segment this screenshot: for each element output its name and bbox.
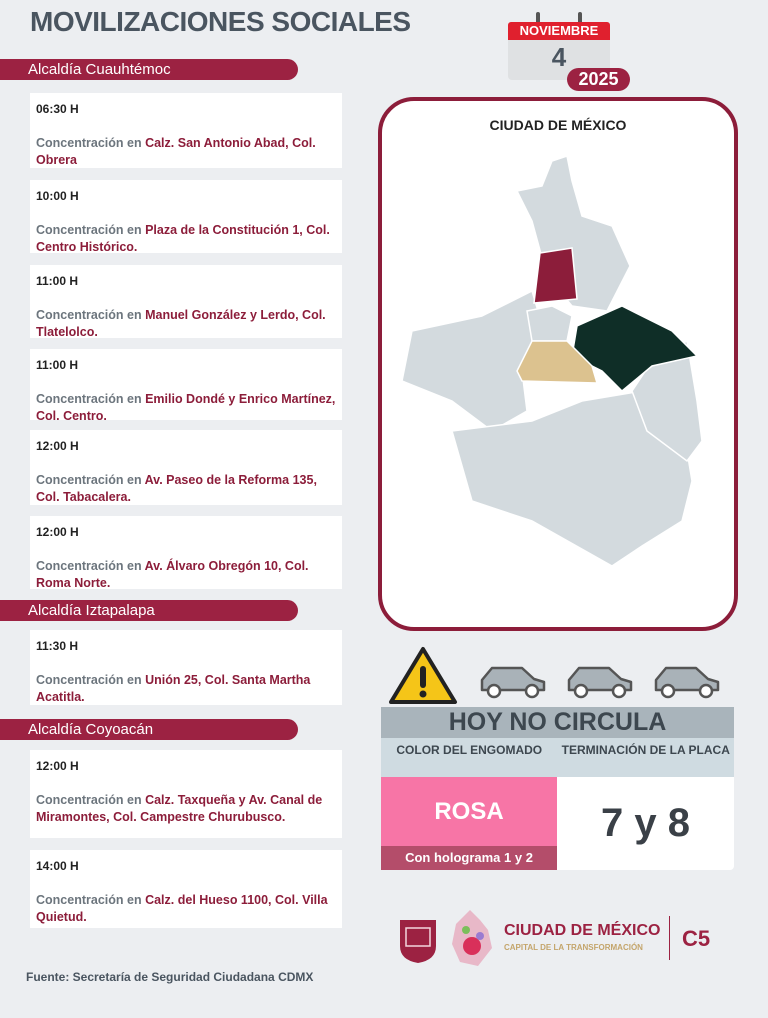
event-time: 14:00 H — [36, 859, 79, 873]
event-card — [30, 180, 342, 253]
event-time: 10:00 H — [36, 189, 79, 203]
map-title: CIUDAD DE MÉXICO — [489, 117, 627, 133]
event-place: Av. Paseo de la Reforma 135, Col. Tabacalera. — [36, 473, 317, 504]
event-prep: en — [127, 223, 142, 237]
event-time: 11:00 H — [36, 274, 79, 288]
cdmx-map — [378, 97, 738, 631]
warning-icon — [388, 646, 458, 706]
hologram-note: Con holograma 1 y 2 — [381, 846, 557, 870]
hnc-col-color: COLOR DEL ENGOMADO — [396, 743, 543, 757]
event-type: Concentración — [36, 308, 124, 322]
event-type: Concentración — [36, 136, 124, 150]
event-prep: en — [127, 308, 142, 322]
event-card — [30, 850, 342, 928]
event-place: Manuel González y Lerdo, Col. Tlatelolco. — [36, 308, 326, 339]
engomado-value: ROSA — [434, 798, 504, 825]
event-type: Concentración — [36, 392, 124, 406]
event-time: 11:30 H — [36, 639, 79, 653]
event-card — [30, 265, 342, 338]
event-place: Calz. del Hueso 1100, Col. Villa Quietud. — [36, 893, 328, 924]
event-card — [30, 630, 342, 705]
event-type: Concentración — [36, 893, 124, 907]
event-card — [30, 430, 342, 505]
event-place: Av. Álvaro Obregón 10, Col. Roma Norte. — [36, 559, 309, 590]
event-time: 12:00 H — [36, 525, 79, 539]
event-card — [30, 349, 342, 423]
event-time: 11:00 H — [36, 358, 79, 372]
cdmx-map-logo-icon — [448, 908, 494, 968]
car-icon — [652, 662, 722, 700]
event-place: Calz. Taxqueña y Av. Canal de Miramontes, Col. Campestre Churubusco. — [36, 793, 323, 824]
event-type: Concentración — [36, 223, 124, 237]
page-title: MOVILIZACIONES SOCIALES — [30, 6, 411, 37]
logo-tagline: CAPITAL DE LA TRANSFORMACIÓN — [504, 943, 643, 952]
engomado-color — [381, 777, 557, 870]
event-place: Unión 25, Col. Santa Martha Acatitla. — [36, 673, 311, 704]
event-time: 12:00 H — [36, 439, 79, 453]
event-prep: en — [127, 673, 142, 687]
event-card — [30, 93, 342, 168]
event-card — [30, 750, 342, 838]
event-prep: en — [127, 392, 142, 406]
map-region-center — [527, 306, 572, 341]
event-place: Emilio Dondé y Enrico Martínez, Col. Centro. — [36, 392, 336, 423]
event-prep: en — [127, 893, 142, 907]
calendar-year: 2025 — [567, 68, 630, 91]
cdmx-shield-icon — [398, 918, 438, 964]
event-time: 06:30 H — [36, 102, 79, 116]
hoy-no-circula-panel — [381, 707, 734, 870]
hnc-title: HOY NO CIRCULA — [381, 707, 734, 738]
event-place: Plaza de la Constitución 1, Col. Centro Histórico. — [36, 223, 330, 254]
car-icon — [565, 662, 635, 700]
event-prep: en — [127, 793, 142, 807]
plate-endings: 7 y 8 — [601, 801, 690, 845]
car-icon — [478, 662, 548, 700]
event-place: Calz. San Antonio Abad, Col. Obrera — [36, 136, 316, 167]
calendar-month: NOVIEMBRE — [508, 22, 610, 40]
event-prep: en — [127, 473, 142, 487]
event-type: Concentración — [36, 473, 124, 487]
event-type: Concentración — [36, 559, 124, 573]
section-header: Alcaldía Coyoacán — [0, 719, 298, 740]
event-type: Concentración — [36, 793, 124, 807]
event-prep: en — [127, 559, 142, 573]
section-header: Alcaldía Iztapalapa — [0, 600, 298, 621]
logos — [398, 908, 728, 968]
calendar-day: 4 — [508, 40, 610, 80]
map-cuauhtemoc — [534, 248, 577, 303]
section-header: Alcaldía Cuauhtémoc — [0, 59, 298, 80]
event-prep: en — [127, 136, 142, 150]
event-time: 12:00 H — [36, 759, 79, 773]
source-note: Fuente: Secretaría de Seguridad Ciudadana CDMX — [26, 970, 314, 984]
event-card — [30, 516, 342, 589]
hnc-col-plate: TERMINACIÓN DE LA PLACA — [561, 743, 730, 757]
c5-logo: C5 — [682, 926, 711, 951]
logo-name: CIUDAD DE MÉXICO — [504, 922, 661, 939]
event-type: Concentración — [36, 673, 124, 687]
